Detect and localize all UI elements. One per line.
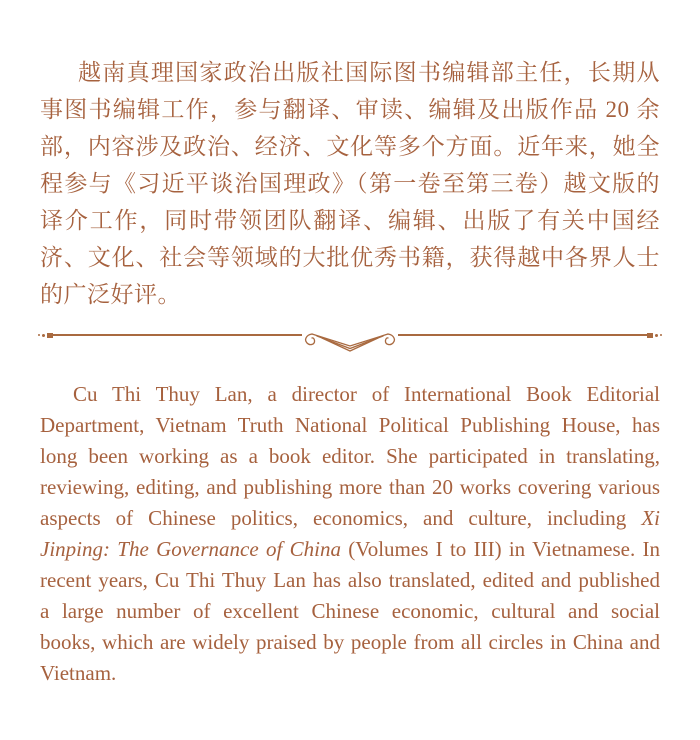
divider-rule-left: [53, 334, 302, 336]
divider-left-endcap-icon: [38, 331, 53, 339]
small-dot-icon: [38, 334, 40, 336]
english-bio-paragraph: [40, 379, 660, 689]
english-bio-text-end: (Volumes I to III) in Vietnamese. In recent years, Cu Thi Thuy Lan has also translated, edited and published a large number of excellent Chinese economic, cultural and social books, which are widely praised by people from all circles in China and Vietnam.: [40, 537, 661, 685]
medium-dot-icon: [42, 334, 45, 337]
chevron-flourish-icon: [304, 331, 396, 357]
section-divider: [38, 331, 662, 357]
english-bio-text-start: Cu Thi Thuy Lan, a director of International Book Editorial Department, Vietnam Truth National Political Publishing House, has long been working as a book editor. She participated in translating, reviewing, editing, and publishing more than 20 works covering various aspects of Chinese politics, economics, and culture, including: [40, 382, 660, 530]
small-dot-icon: [660, 334, 662, 336]
square-dot-icon: [647, 333, 653, 338]
chinese-bio-paragraph: 越南真理国家政治出版社国际图书编辑部主任，长期从事图书编辑工作，参与翻译、审读、编辑及出版作品 20 余部，内容涉及政治、经济、文化等多个方面。近年来，她全程参与《习近平谈治国理政》（第一卷至第三卷）越文版的译介工作，同时带领团队翻译、编辑、出版了有关中国经济、文化、社会等领域的大批优秀书籍，获得越中各界人士的广泛好评。: [40, 60, 660, 307]
medium-dot-icon: [655, 334, 658, 337]
divider-right-endcap-icon: [647, 331, 662, 339]
divider-rule-right: [398, 334, 647, 336]
book-title-italic: Xi Jinping: The Governance of China: [40, 506, 660, 561]
